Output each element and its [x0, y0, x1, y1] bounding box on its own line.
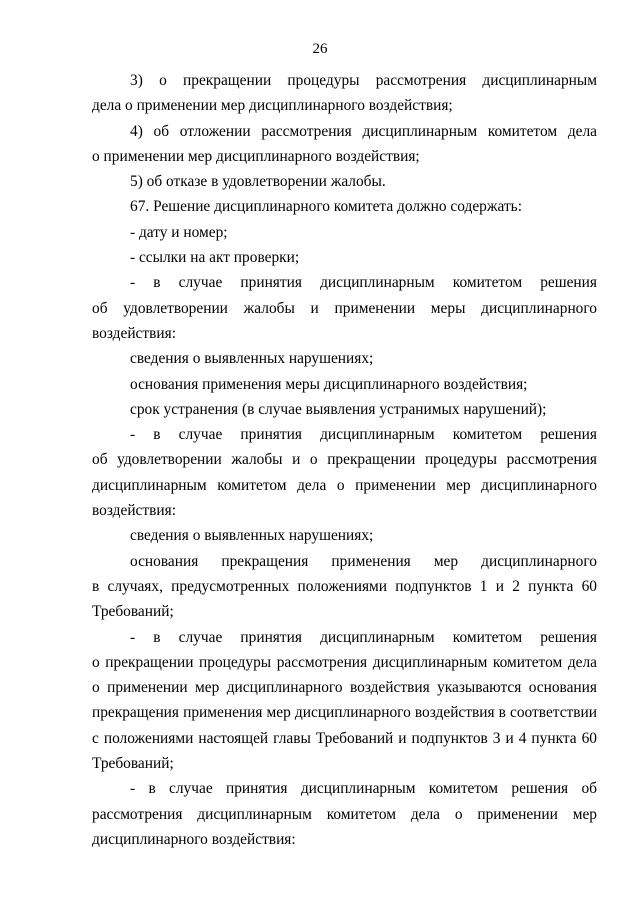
case-c-line-5: с положениями настоящей главы Требований и подпунктов 3 и 4 пункта 60: [92, 729, 597, 747]
item-4-line-1: 4) об отложении рассмотрения дисциплинарным комитетом дела: [130, 122, 597, 140]
case-a-line-3: воздействия:: [92, 324, 176, 342]
case-a-line-2: об удовлетворении жалобы и применении меры дисциплинарного: [92, 299, 597, 317]
case-b-line-4: воздействия:: [92, 502, 176, 520]
document-body: [92, 68, 597, 852]
list-item-act-refs: - ссылки на акт проверки;: [130, 249, 300, 267]
case-c-line-3: о применении мер дисциплинарного воздействия указываются основания: [92, 679, 597, 697]
case-c-line-1: - в случае принятия дисциплинарным комитетом решения: [130, 628, 597, 646]
case-b-line-3: дисциплинарным комитетом дела о применении мер дисциплинарного: [92, 476, 597, 494]
case-b-info-grounds-line-3: Требований;: [92, 603, 174, 621]
case-b-line-2: об удовлетворении жалобы и о прекращении процедуры рассмотрения: [92, 451, 597, 469]
case-c-line-4: прекращения применения мер дисциплинарного воздействия в соответствии: [92, 704, 597, 722]
case-b-info-violations: сведения о выявленных нарушениях;: [130, 527, 374, 545]
case-a-info-deadline: срок устранения (в случае выявления устранимых нарушений);: [130, 400, 547, 418]
case-d-line-2: рассмотрения дисциплинарным комитетом дела о применении мер: [92, 805, 597, 823]
item-3-line-1: 3) о прекращении процедуры рассмотрения дисциплинарным: [130, 72, 597, 89]
case-c-line-2: о прекращении процедуры рассмотрения дисциплинарным комитетом дела: [92, 653, 597, 671]
case-a-info-grounds: основания применения меры дисциплинарного воздействия;: [130, 375, 528, 393]
case-a-info-violations: сведения о выявленных нарушениях;: [130, 350, 374, 368]
page-number: 26: [312, 41, 328, 57]
paragraph-67: 67. Решение дисциплинарного комитета должно содержать:: [130, 198, 522, 216]
item-5: 5) об отказе в удовлетворении жалобы.: [130, 173, 386, 191]
case-a-line-1: - в случае принятия дисциплинарным комитетом решения: [130, 274, 597, 292]
case-c-line-6: Требований;: [92, 755, 174, 773]
item-3-line-2: дела о применении мер дисциплинарного воздействия;: [92, 97, 453, 115]
case-b-info-grounds-line-2: в случаях, предусмотренных положениями подпунктов 1 и 2 пункта 60: [92, 577, 597, 595]
case-b-info-grounds-line-1: основания прекращения применения мер дисциплинарного: [130, 552, 597, 570]
list-item-date-number: - дату и номер;: [130, 223, 228, 241]
case-d-line-1: - в случае принятия дисциплинарным комитетом решения об: [130, 780, 597, 798]
case-b-line-1: - в случае принятия дисциплинарным комитетом решения: [130, 426, 597, 444]
item-4-line-2: о применении мер дисциплинарного воздействия;: [92, 147, 420, 165]
case-d-line-3: дисциплинарного воздействия:: [92, 830, 296, 848]
